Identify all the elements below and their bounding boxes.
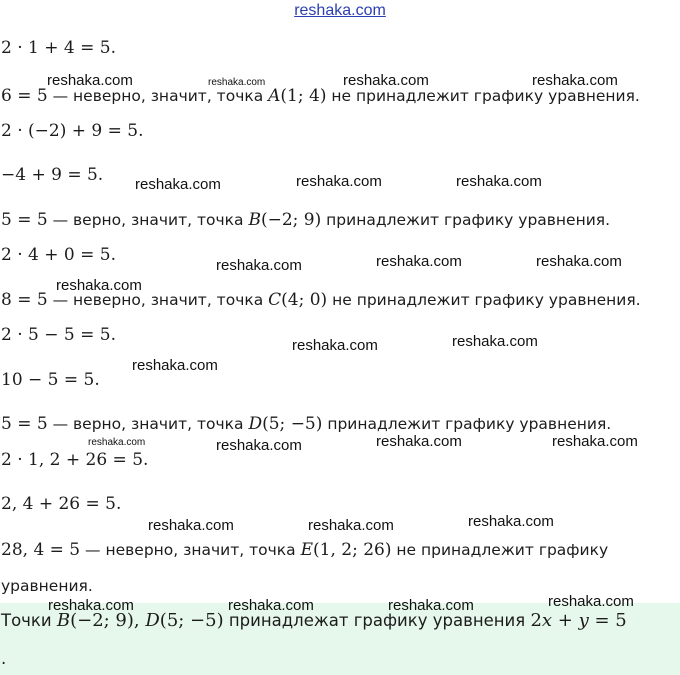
point-letter: D (248, 414, 263, 434)
watermark: reshaka.com (308, 517, 394, 534)
equation-var-y: y (578, 610, 589, 631)
math-text: 8 = 5 (1, 290, 48, 310)
point-letter: B (56, 610, 71, 631)
point-coords: (5; −5) (262, 414, 323, 434)
equation-line (1, 450, 148, 470)
tail-text: принадлежит графику уравнения. (321, 211, 611, 229)
verdict-text: — неверно, значит, точка (47, 291, 269, 309)
tail-text: не принадлежит графику (391, 541, 609, 559)
math-text: 2 · 5 − 5 = 5. (1, 325, 116, 345)
equation-rest: = 5 (588, 610, 627, 631)
point-letter: E (300, 540, 313, 560)
site-header-link[interactable]: reshaka.com (294, 2, 386, 19)
equation-line (1, 325, 116, 345)
watermark: reshaka.com (548, 593, 634, 610)
equation-coef: 2 (530, 610, 542, 631)
watermark: reshaka.com (552, 433, 638, 450)
tail-text: не принадлежит графику уравнения. (326, 87, 640, 105)
watermark: reshaka.com (88, 437, 146, 448)
tail-text: не принадлежит графику уравнения. (327, 291, 641, 309)
verdict-text: — неверно, значит, точка (80, 541, 301, 559)
watermark: reshaka.com (536, 253, 622, 270)
equation-line (1, 38, 116, 58)
equation-line (1, 121, 144, 141)
watermark: reshaka.com (468, 513, 554, 530)
math-text: 5 = 5 (1, 414, 48, 434)
conclusion-line-e (1, 540, 608, 560)
conclusion-line-c (1, 290, 641, 310)
watermark: reshaka.com (296, 173, 382, 190)
math-text: 2 · (−2) + 9 = 5. (1, 121, 144, 141)
watermark: reshaka.com (292, 337, 378, 354)
watermark: reshaka.com (228, 597, 314, 614)
math-text: 10 − 5 = 5. (1, 370, 100, 390)
answer-period: . (1, 649, 7, 668)
watermark: reshaka.com (216, 437, 302, 454)
watermark: reshaka.com (456, 173, 542, 190)
watermark: reshaka.com (376, 433, 462, 450)
math-text: 6 = 5 (1, 86, 48, 106)
watermark: reshaka.com (388, 597, 474, 614)
equation-line (1, 370, 100, 390)
point-letter: A (268, 86, 281, 106)
continuation-line (1, 576, 93, 596)
watermark: reshaka.com (343, 72, 429, 89)
watermark: reshaka.com (148, 517, 234, 534)
watermark: reshaka.com (132, 357, 218, 374)
verdict-text: — верно, значит, точка (47, 415, 249, 433)
math-text: 28, 4 = 5 (1, 540, 81, 560)
watermark: reshaka.com (452, 333, 538, 350)
conclusion-line-d (1, 414, 611, 434)
point-letter: D (145, 610, 160, 631)
point-coords: (5; −5) (159, 610, 224, 631)
watermark: reshaka.com (56, 277, 142, 294)
watermark: reshaka.com (47, 72, 133, 89)
answer-lead: Точки (1, 611, 57, 630)
watermark: reshaka.com (376, 253, 462, 270)
equation-line (1, 245, 116, 265)
point-letter: C (268, 290, 282, 310)
math-text: 2 · 1, 2 + 26 = 5. (1, 450, 149, 470)
math-text: 5 = 5 (1, 210, 48, 230)
equation-var-x: x (541, 610, 553, 631)
math-text: 2 · 4 + 0 = 5. (1, 245, 116, 265)
plain-text: уравнения. (1, 577, 93, 595)
answer-mid: принадлежат графику уравнения (223, 611, 531, 630)
verdict-text: — неверно, значит, точка (47, 87, 269, 105)
final-answer-end (1, 649, 6, 669)
equation-line (1, 165, 103, 185)
point-coords: (1; 4) (280, 86, 327, 106)
math-text: 2 · 1 + 4 = 5. (1, 38, 116, 58)
point-coords: (4; 0) (281, 290, 328, 310)
point-coords: (−2; 9), (70, 610, 146, 631)
watermark: reshaka.com (208, 77, 266, 88)
math-text: −4 + 9 = 5. (1, 165, 104, 185)
equation-plus: + (552, 610, 579, 631)
final-answer-block (0, 603, 680, 675)
point-coords: (−2; 9) (260, 210, 322, 230)
conclusion-line-a (1, 86, 640, 106)
conclusion-line-b (1, 210, 610, 230)
watermark: reshaka.com (48, 597, 134, 614)
point-coords: (1, 2; 26) (313, 540, 392, 560)
watermark: reshaka.com (532, 72, 618, 89)
equation-line (1, 494, 121, 514)
point-letter: B (248, 210, 261, 230)
tail-text: принадлежит графику уравнения. (322, 415, 612, 433)
verdict-text: — верно, значит, точка (47, 211, 249, 229)
math-text: 2, 4 + 26 = 5. (1, 494, 122, 514)
watermark: reshaka.com (135, 176, 221, 193)
watermark: reshaka.com (216, 257, 302, 274)
final-answer-line (1, 611, 627, 631)
